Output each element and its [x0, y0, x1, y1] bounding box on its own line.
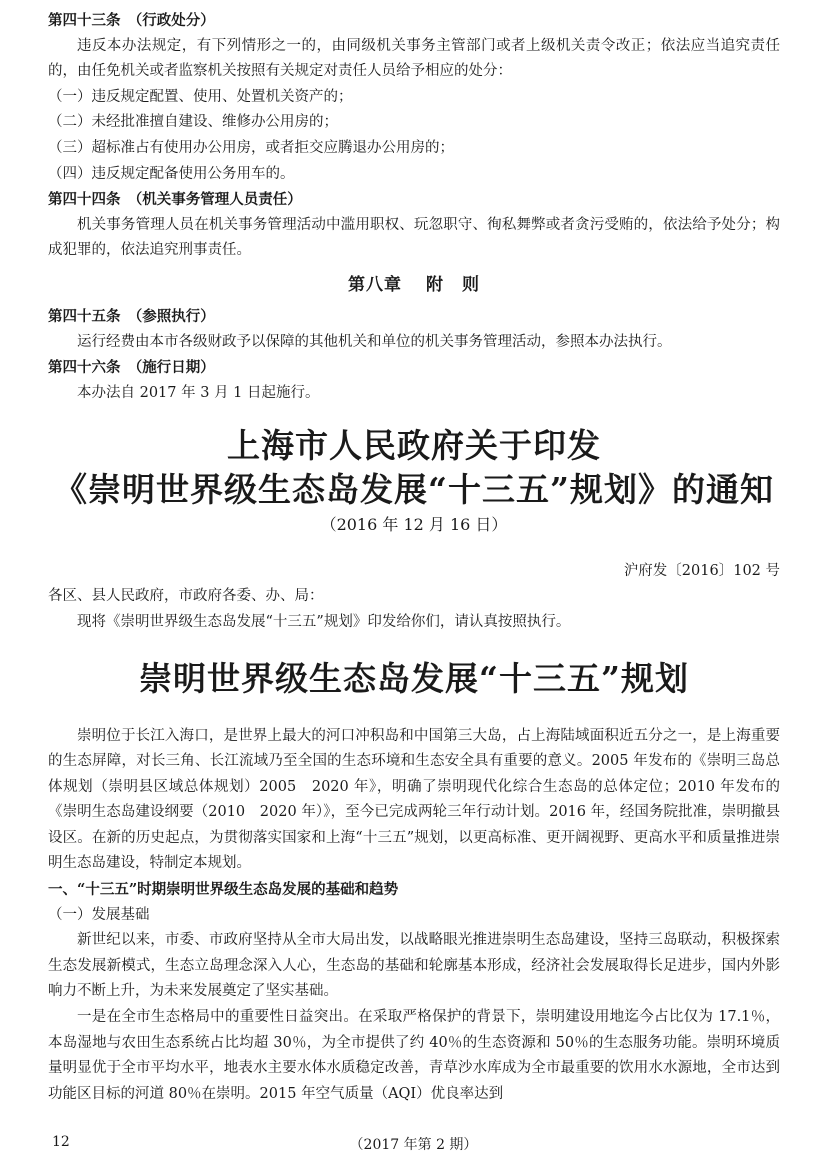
plan-paragraph-1: 新世纪以来，市委、市政府坚持从全市大局出发，以战略眼光推进崇明生态岛建设，坚持三岛联动，积极探索生态发展新模式，生态立岛理念深入人心，生态岛的基础和轮廓基本形成，经济社会发展取得长足进步，国内外影响力不断上升，为未来发展奠定了坚实基础。	[48, 932, 780, 1000]
document-page	[48, 8, 780, 1107]
plan-intro: 崇明位于长江入海口，是世界上最大的河口冲积岛和中国第三大岛，占上海陆域面积近五分之一，是上海重要的生态屏障，对长三角、长江流域乃至全国的生态环境和生态安全具有重要的意义。2005 年发布的《崇明三岛总体规划（崇明县区域总体规划）2005 2020 年》，明确了崇明现代化综合生态岛的总体定位；2010 年发布的《崇明生态岛建设纲要（2010 2020 年）》，至今已完成两轮三年行动计划。2016 年，经国务院批准，崇明撤县设区。在新的历史起点，为贯彻落实国家和上海“十三五”规划，以更高标准、更开阔视野、更高水平和质量推进崇明生态岛建设，特制定本规划。	[48, 727, 780, 872]
article-43-item-3: （三）超标准占有使用办公用房，或者拒交应腾退办公用房的；	[48, 139, 454, 156]
plan-title: 崇明世界级生态岛发展“十三五”规划	[139, 658, 689, 698]
article-44-heading: 第四十四条 （机关事务管理人员责任）	[48, 191, 302, 209]
chapter-number: 第八章	[348, 274, 402, 295]
article-43-item-4: （四）违反规定配备使用公务用车的。	[48, 165, 295, 182]
article-46-heading: 第四十六条 （施行日期）	[48, 359, 215, 377]
chapter-heading	[48, 268, 780, 302]
subsection-1-heading: （一）发展基础	[48, 906, 150, 923]
article-45-heading: 第四十五条 （参照执行）	[48, 307, 215, 325]
notice-date: （2016 年 12 月 16 日）	[320, 515, 508, 535]
issue-label: （2017 年第 2 期）	[349, 1137, 478, 1153]
article-46-body: 本办法自 2017 年 3 月 1 日起施行。	[77, 384, 320, 401]
section-1-heading: 一、“十三五”时期崇明世界级生态岛发展的基础和趋势	[48, 881, 399, 899]
document-number: 沪府发〔2016〕102 号	[623, 563, 780, 580]
chapter-name: 附 则	[426, 274, 480, 295]
page-number: 12	[52, 1134, 70, 1150]
notice-addressee: 各区、县人民政府，市政府各委、办、局：	[48, 588, 324, 605]
notice-title-line-2: 《崇明世界级生态岛发展“十三五”规划》的通知	[54, 470, 774, 510]
article-43-body: 违反本办法规定，有下列情形之一的，由同级机关事务主管部门或者上级机关责令改正；依法应当追究责任的，由任免机关或者监察机关按照有关规定对责任人员给予相应的处分：	[48, 37, 780, 80]
article-44-body: 机关事务管理人员在机关事务管理活动中滥用职权、玩忽职守、徇私舞弊或者贪污受贿的，依法给予处分；构成犯罪的，依法追究刑事责任。	[48, 216, 780, 259]
article-45-body: 运行经费由本市各级财政予以保障的其他机关和单位的机关事务管理活动，参照本办法执行。	[77, 333, 672, 350]
article-43-item-1: （一）违反规定配置、使用、处置机关资产的；	[48, 88, 353, 105]
article-43-item-2: （二）未经批准擅自建设、维修办公用房的；	[48, 114, 338, 131]
article-43-heading: 第四十三条 （行政处分）	[48, 12, 215, 29]
page-footer	[0, 1134, 827, 1158]
plan-paragraph-2: 一是在全市生态格局中的重要性日益突出。在采取严格保护的背景下，崇明建设用地迄今占比仅为 17.1％，本岛湿地与农田生态系统占比均超 30％，为全市提供了约 40％的生态资源和 50％的生态服务功能。崇明环境质量明显优于全市平均水平，地表水主要水体水质稳定改善，青草沙水库成为全市最重要的饮用水水源地，全市达到功能区目标的河道 80％在崇明。2015 年空气质量（AQI）优良率达到	[48, 1009, 780, 1102]
notice-body: 现将《崇明世界级生态岛发展“十三五”规划》印发给你们，请认真按照执行。	[77, 613, 571, 630]
notice-title-line-1: 上海市人民政府关于印发	[227, 426, 601, 466]
